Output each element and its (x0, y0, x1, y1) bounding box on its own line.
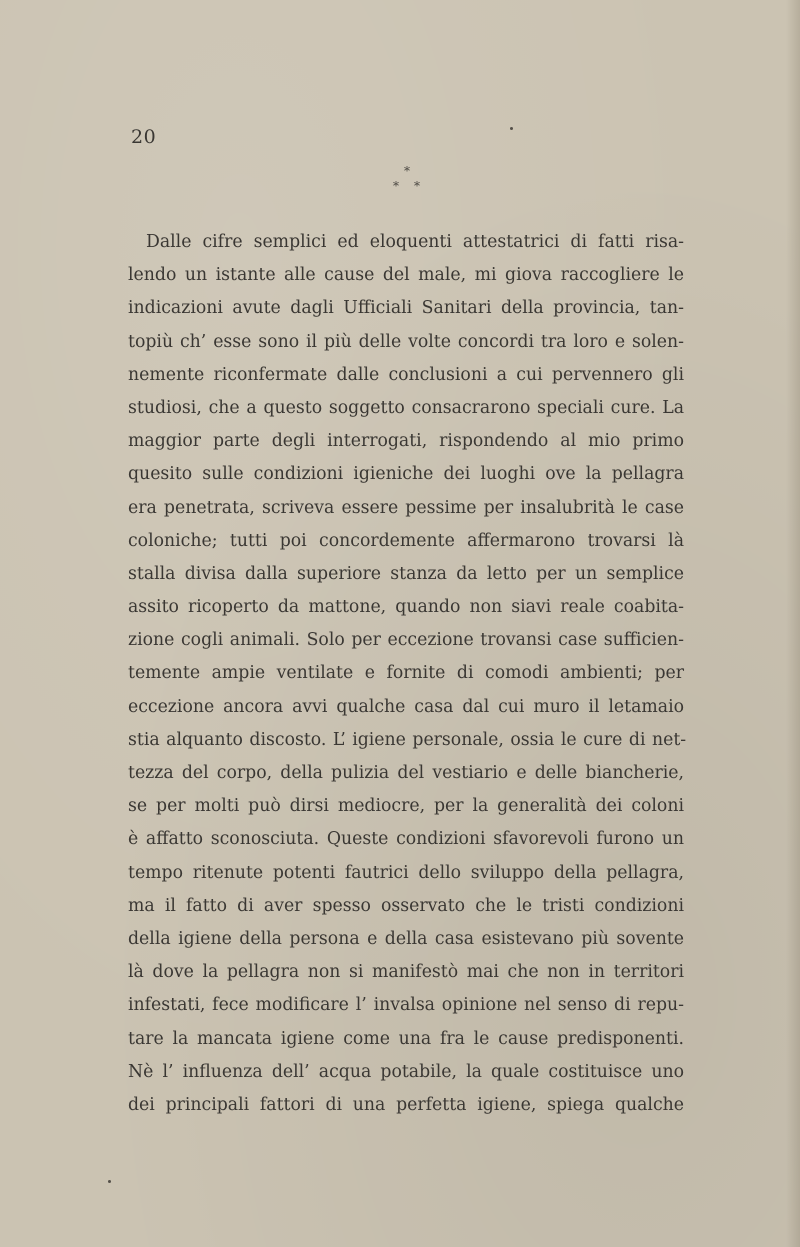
text-line: assito ricoperto da mattone, quando non siavi reale coabita- (128, 597, 684, 618)
text-line: infestati, fece modificare l’ invalsa opinione nel senso di repu- (128, 995, 684, 1016)
text-line: è affatto sconosciuta. Queste condizioni sfavorevoli furono un (128, 829, 684, 850)
text-line: dei principali fattori di una perfetta igiene, spiega qualche (128, 1094, 684, 1115)
asterisk: * (393, 179, 399, 193)
text-line: tempo ritenute potenti fautrici dello sviluppo della pellagra, (128, 862, 684, 883)
ink-speck (108, 1180, 111, 1183)
text-line: temente ampie ventilate e fornite di comodi ambienti; per (128, 663, 684, 684)
text-line: stalla divisa dalla superiore stanza da letto per un semplice (128, 563, 684, 584)
page-number: 20 (131, 126, 157, 148)
text-line: stia alquanto discosto. L’ igiene personale, ossia le cure di net- (128, 729, 687, 750)
body-paragraph (128, 226, 687, 1122)
section-separator-asterism (380, 160, 440, 200)
text-line: maggior parte degli interrogati, rispondendo al mio primo (128, 431, 684, 452)
text-line: coloniche; tutti poi concordemente affermarono trovarsi là (128, 530, 684, 551)
text-line: lendo un istante alle cause del male, mi giova raccogliere le (128, 265, 684, 286)
text-line: studiosi, che a questo soggetto consacrarono speciali cure. La (128, 397, 684, 418)
text-line: nemente riconfermate dalle conclusioni a cui pervennero gli (128, 364, 684, 385)
text-line: era penetrata, scriveva essere pessime per insalubrità le case (128, 497, 684, 518)
text-line: se per molti può dirsi mediocre, per la generalità dei coloni (128, 796, 684, 817)
text-line: tare la mancata igiene come una fra le cause predisponenti. (128, 1028, 684, 1049)
text-line: indicazioni avute dagli Ufficiali Sanitari della provincia, tan- (128, 298, 684, 319)
text-line: topiù ch’ esse sono il più delle volte concordi tra loro e solen- (128, 331, 684, 352)
text-line: ma il fatto di aver spesso osservato che le tristi condizioni (128, 895, 684, 916)
text-line: Nè l’ influenza dell’ acqua potabile, la quale costituisce uno (128, 1061, 684, 1082)
text-line: là dove la pellagra non si manifestò mai che non in territori (128, 962, 684, 983)
text-line: quesito sulle condizioni igieniche dei luoghi ove la pellagra (128, 464, 684, 485)
page-edge-shadow (786, 0, 800, 1247)
asterisk: * (414, 179, 420, 193)
text-line: eccezione ancora avvi qualche casa dal cui muro il letamaio (128, 696, 684, 717)
asterisk: * (404, 164, 410, 178)
ink-speck (510, 127, 513, 130)
text-line: zione cogli animali. Solo per eccezione trovansi case sufficien- (128, 630, 684, 651)
text-line: tezza del corpo, della pulizia del vestiario e delle biancherie, (128, 763, 684, 783)
text-line: della igiene della persona e della casa esistevano più sovente (128, 928, 684, 949)
text-line: Dalle cifre semplici ed eloquenti attestatrici di fatti risa- (146, 232, 684, 252)
